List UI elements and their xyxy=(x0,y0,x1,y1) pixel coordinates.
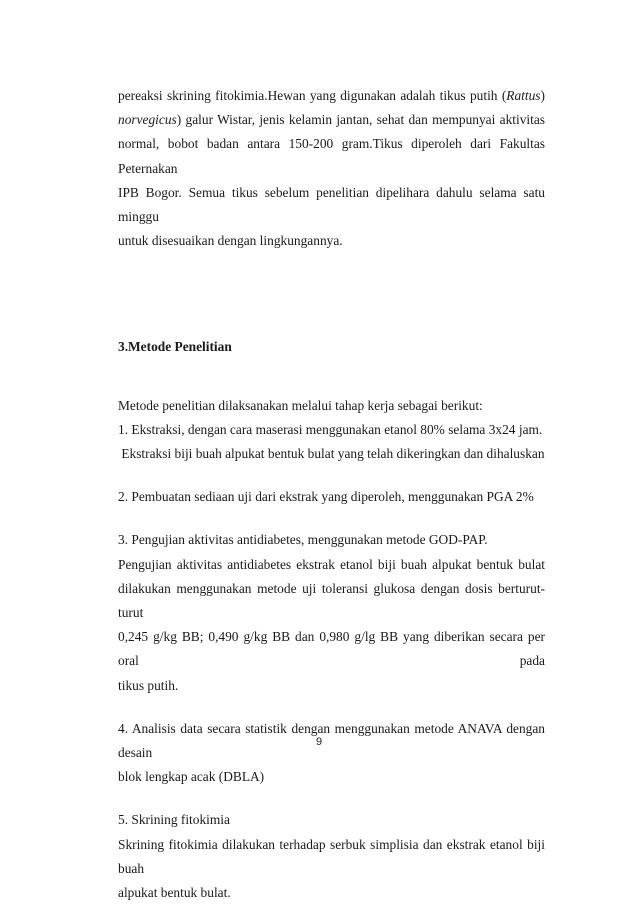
step-1 xyxy=(118,418,545,466)
section-heading: 3.Metode Penelitian xyxy=(118,339,232,355)
section-intro: Metode penelitian dilaksanakan melalui tahap kerja sebagai berikut: xyxy=(118,397,483,413)
text-line: IPB Bogor. Semua tikus sebelum penelitian dipelihara dahulu selama satu minggu xyxy=(118,184,545,225)
italic-text: norvegicus xyxy=(118,112,177,128)
step-title: 1. Ekstraksi, dengan cara maserasi menggunakan etanol 80% selama 3x24 jam. xyxy=(118,421,543,437)
text-line: dilakukan menggunakan metode uji toleransi glukosa dengan dosis berturut-turut xyxy=(118,580,545,621)
step-title: 2. Pembuatan sediaan uji dari ekstrak yang diperoleh, menggunakan PGA 2% xyxy=(118,489,534,505)
document-page xyxy=(118,84,545,905)
step-description: Ekstraksi biji buah alpukat bentuk bulat yang telah dikeringkan dan dihaluskan xyxy=(118,446,545,462)
text-line: tikus putih. xyxy=(118,677,179,693)
text-line xyxy=(118,108,545,132)
text-line xyxy=(118,84,545,108)
text-line: Skrining fitokimia dilakukan terhadap serbuk simplisia dan ekstrak etanol biji buah xyxy=(118,836,545,876)
text-line: normal, bobot badan antara 150-200 gram.Tikus diperoleh dari Fakultas Peternakan xyxy=(118,136,545,176)
italic-text: Rattus xyxy=(506,88,541,103)
text-segment: ) galur Wistar, jenis kelamin jantan, sehat dan mempunyai aktivitas xyxy=(176,112,545,128)
text-line: 0,245 g/kg BB; 0,490 g/kg BB dan 0,980 g/lg BB yang diberikan secara per oral pada xyxy=(118,629,545,669)
text-line: blok lengkap acak (DBLA) xyxy=(118,769,265,785)
step-5 xyxy=(118,808,545,905)
step-3 xyxy=(118,528,545,697)
text-line: 4. Analisis data secara statistik dengan menggunakan metode ANAVA dengan desain xyxy=(118,720,545,761)
step-title: 3. Pengujian aktivitas antidiabetes, menggunakan metode GOD-PAP. xyxy=(118,532,488,548)
step-2 xyxy=(118,485,545,509)
text-line: Pengujian aktivitas antidiabetes ekstrak etanol biji buah alpukat bentuk bulat xyxy=(118,556,545,572)
text-line: untuk disesuaikan dengan lingkungannya. xyxy=(118,233,343,249)
text-segment: ) xyxy=(540,88,545,103)
paragraph-animals xyxy=(118,84,545,253)
step-title: 5. Skrining fitokimia xyxy=(118,812,230,828)
text-segment: pereaksi skrining fitokimia.Hewan yang digunakan adalah tikus putih ( xyxy=(118,88,507,103)
text-line: alpukat bentuk bulat. xyxy=(118,885,231,901)
step-4 xyxy=(118,717,545,790)
page-number: 9 xyxy=(315,736,323,748)
